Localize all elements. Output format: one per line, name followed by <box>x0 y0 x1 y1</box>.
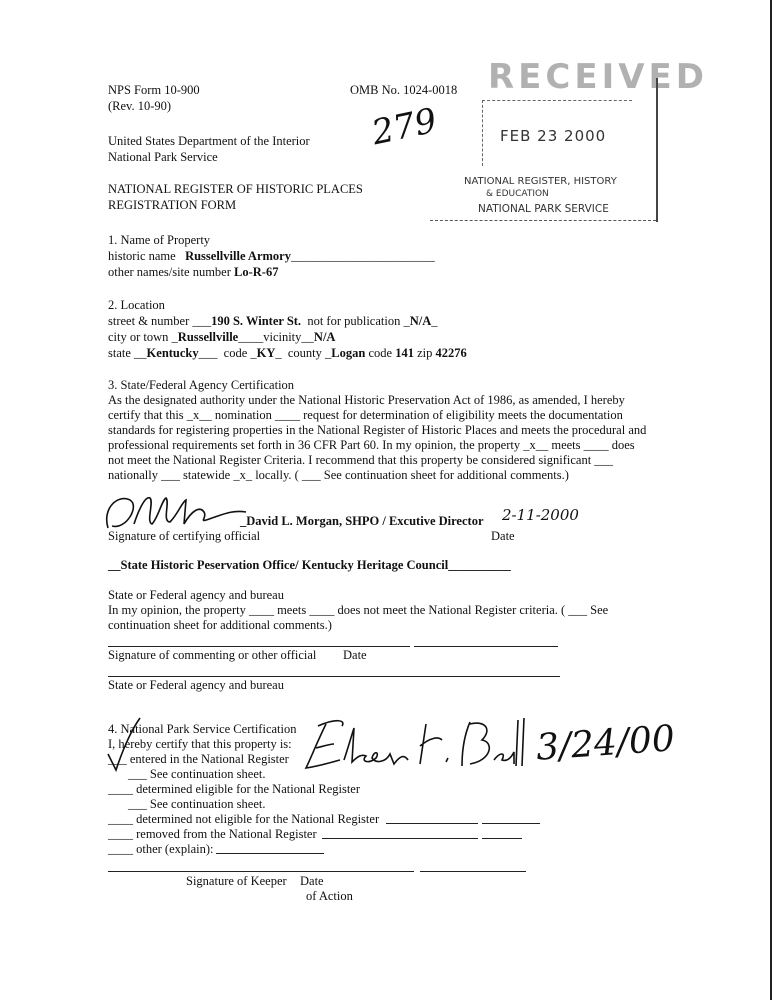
option-not-eligible: ____ determined not eligible for the National Register <box>108 812 380 826</box>
commenting-date-label: Date <box>343 648 367 662</box>
state-value: Kentucky <box>146 346 199 360</box>
county-code-label: code <box>368 346 393 360</box>
county-code-value: 141 <box>395 346 414 360</box>
county-value: Logan <box>331 346 366 360</box>
certification-line-2: certify that this _x__ nomination ____ request for determination of eligibility meets the documentation <box>108 408 623 422</box>
certification-date: 2-11-2000 <box>502 506 579 524</box>
option-removed: ____ removed from the National Register <box>108 827 317 841</box>
keeper-date-handwritten: 3/24/00 <box>534 718 677 769</box>
historic-name-value: Russellville Armory <box>185 249 291 263</box>
section-2-heading: 2. Location <box>108 298 165 312</box>
option-eligible-continuation: ___ See continuation sheet. <box>128 797 266 811</box>
other-explain-line <box>216 853 324 854</box>
certification-line-1: As the designated authority under the National Historic Preservation Act of 1986, as amended, I hereby <box>108 393 625 407</box>
form-revision: (Rev. 10-90) <box>108 99 172 113</box>
department: United States Department of the Interior <box>108 134 310 148</box>
received-stamp <box>430 57 708 218</box>
section-4-heading: 4. National Park Service Certification <box>108 722 297 736</box>
commenting-opinion-line-1: In my opinion, the property ____ meets ____ does not meet the National Register criteria. ( ___ See <box>108 603 609 617</box>
removed-line-a <box>322 838 478 839</box>
certification-line-3: standards for registering properties in the National Register of Historic Places and meets the procedural and <box>108 423 647 437</box>
stamp-received-text: RECEIVED <box>488 57 708 97</box>
historic-name-row: historic name Russellville Armory_______________________ <box>108 249 435 263</box>
section-3-heading: 3. State/Federal Agency Certification <box>108 378 295 392</box>
keeper-signature <box>296 712 526 776</box>
form-number: NPS Form 10-900 <box>108 83 200 97</box>
action-date-label: Date <box>300 874 324 888</box>
option-entered: ___ entered in the National Register <box>108 752 289 766</box>
not-eligible-line-b <box>482 823 540 824</box>
keeper-date-line <box>420 871 526 872</box>
commenting-signature-line <box>108 646 410 647</box>
certification-line-5: not meet the National Register Criteria. I recommend that this property be considered significant ___ <box>108 453 614 467</box>
vicinity-label: vicinity <box>263 330 302 344</box>
stamp-date: FEB 23 2000 <box>500 127 607 145</box>
keeper-signature-line <box>108 871 414 872</box>
stamp-line-3: NATIONAL PARK SERVICE <box>478 203 609 215</box>
action-date-label-2: of Action <box>306 889 353 903</box>
certifying-signature-label: Signature of certifying official <box>108 529 261 543</box>
certification-line-6: nationally ___ statewide _x_ locally. ( ___ See continuation sheet for additional comments.) <box>108 468 569 482</box>
section-1-heading: 1. Name of Property <box>108 233 211 247</box>
code-label: code <box>223 346 248 360</box>
city-row: city or town _Russellville____vicinity__N/A <box>108 330 336 344</box>
county-label: county <box>287 346 322 360</box>
street-value: 190 S. Winter St. <box>211 314 302 328</box>
state-label: state <box>108 346 131 360</box>
zip-label: zip <box>417 346 433 360</box>
other-names-value: Lo-R-67 <box>234 265 279 279</box>
state-row: state __Kentucky___ code _KY_ county _Logan code 141 zip 42276 <box>108 346 467 360</box>
stamp-line-1: NATIONAL REGISTER, HISTORY <box>464 176 617 187</box>
street-label: street & number <box>108 314 190 328</box>
option-determined-eligible: ____ determined eligible for the National Register <box>108 782 361 796</box>
historic-name-label: historic name <box>108 249 176 263</box>
commenting-opinion-line-2: continuation sheet for additional comments.) <box>108 618 332 632</box>
state-agency-label: State or Federal agency and bureau <box>108 588 284 602</box>
commenting-signature-label: Signature of commenting or other official <box>108 648 317 662</box>
not-eligible-line-a <box>386 823 478 824</box>
nps-certify-intro: I, hereby certify that this property is: <box>108 737 292 751</box>
form-title: NATIONAL REGISTER OF HISTORIC PLACES <box>108 182 363 196</box>
omb-number: OMB No. 1024-0018 <box>350 83 458 97</box>
publication-label: not for publication <box>307 314 401 328</box>
zip-value: 42276 <box>435 346 467 360</box>
commenting-date-line <box>414 646 558 647</box>
option-entered-continuation: ___ See continuation sheet. <box>128 767 266 781</box>
removed-line-b <box>482 838 522 839</box>
certifying-date-label: Date <box>491 529 515 543</box>
stamp-line-2: & EDUCATION <box>486 189 549 199</box>
city-value: Russellville <box>177 330 239 344</box>
street-row: street & number ___190 S. Winter St. not for publication _N/A_ <box>108 314 438 328</box>
publication-value: N/A <box>409 314 432 328</box>
city-label: city or town <box>108 330 169 344</box>
state-agency-name: __State Historic Peservation Office/ Kentucky Heritage Council__________ <box>108 558 511 572</box>
certification-line-4: professional requirements set forth in 36 CFR Part 60. In my opinion, the property _x__ meets ____ does <box>108 438 635 452</box>
agency-bureau-line <box>108 676 560 677</box>
vicinity-value: N/A <box>313 330 336 344</box>
entered-checkmark <box>104 716 144 774</box>
option-other: ____ other (explain): <box>108 842 214 856</box>
certifying-official-name: _David L. Morgan, SHPO / Excutive Director <box>240 514 484 528</box>
other-names-row <box>108 265 278 280</box>
keeper-signature-label: Signature of Keeper <box>186 874 287 888</box>
handwritten-number: 279 <box>368 100 441 154</box>
form-subtitle: REGISTRATION FORM <box>108 198 237 212</box>
other-names-label: other names/site number <box>108 265 231 279</box>
code-value: KY <box>256 346 276 360</box>
agency-name: National Park Service <box>108 150 218 164</box>
agency-bureau-label: State or Federal agency and bureau <box>108 678 284 692</box>
